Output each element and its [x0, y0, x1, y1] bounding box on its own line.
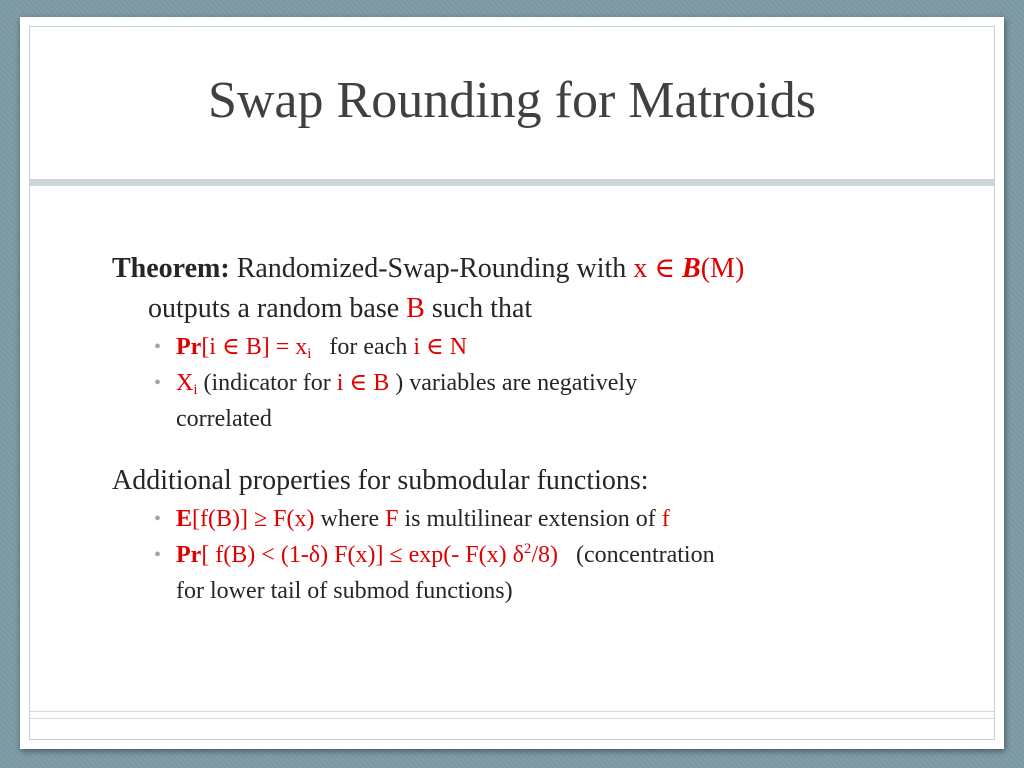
slide — [20, 17, 1004, 749]
bullet-icon: • — [154, 372, 162, 394]
bullet-icon: • — [154, 544, 162, 566]
concentration-text-1: (concentration — [558, 542, 715, 568]
indicator-symbol: X — [176, 370, 194, 396]
theorem-base: B — [406, 293, 425, 324]
concentration-expr: [ f(B) < (1-δ) F(x)] ≤ exp(- F(x) δ — [201, 542, 524, 568]
concentration-text-2: for lower tail of submod functions) — [176, 578, 513, 604]
footer-divider — [30, 711, 994, 719]
indicator-text-3: correlated — [176, 406, 272, 432]
concentration-prob-symbol: Pr — [176, 542, 202, 568]
list-item — [154, 537, 932, 609]
prob-sub: i — [307, 346, 312, 362]
slide-content — [112, 249, 932, 609]
indicator-expr: i ∈ B — [336, 370, 390, 396]
expectation-expr: [f(B)] ≥ F(x) — [192, 506, 315, 532]
theorem-base-polytope: B — [682, 253, 701, 284]
expectation-text-2: is multilinear extension of — [398, 506, 662, 532]
indicator-sub: i — [193, 382, 198, 398]
title-divider — [30, 179, 994, 186]
list-item — [154, 329, 932, 365]
indicator-text-2: ) variables are negatively — [389, 370, 638, 396]
theorem-text-1: Randomized-Swap-Rounding with — [229, 253, 634, 284]
indicator-text-1: (indicator for — [197, 370, 337, 396]
list-item — [154, 501, 932, 537]
expectation-text-1: where — [314, 506, 386, 532]
list-item — [154, 365, 932, 437]
prob-text: for each — [311, 334, 414, 360]
theorem-text-3: such that — [424, 293, 533, 324]
theorem-paragraph — [112, 249, 932, 329]
prob-symbol: Pr — [176, 334, 202, 360]
concentration-sup: 2 — [523, 541, 532, 557]
theorem-in: ∈ — [647, 253, 683, 284]
concentration-expr-end: /8) — [531, 542, 558, 568]
theorem-x: x — [633, 253, 648, 284]
additional-paragraph: Additional properties for submodular functions: — [112, 465, 649, 496]
slide-title: Swap Rounding for Matroids — [207, 72, 817, 129]
bullet-icon: • — [154, 336, 162, 358]
theorem-label: Theorem: — [112, 253, 230, 284]
theorem-matroid: (M) — [700, 253, 745, 284]
bullet-icon: • — [154, 508, 162, 530]
prob-expr-2: i ∈ N — [413, 334, 468, 360]
theorem-text-2: outputs a random base — [148, 293, 407, 324]
function-f: f — [661, 506, 670, 532]
multilinear-F: F — [385, 506, 399, 532]
expectation-symbol: E — [176, 506, 193, 532]
prob-expr: [i ∈ B] = x — [201, 334, 308, 360]
